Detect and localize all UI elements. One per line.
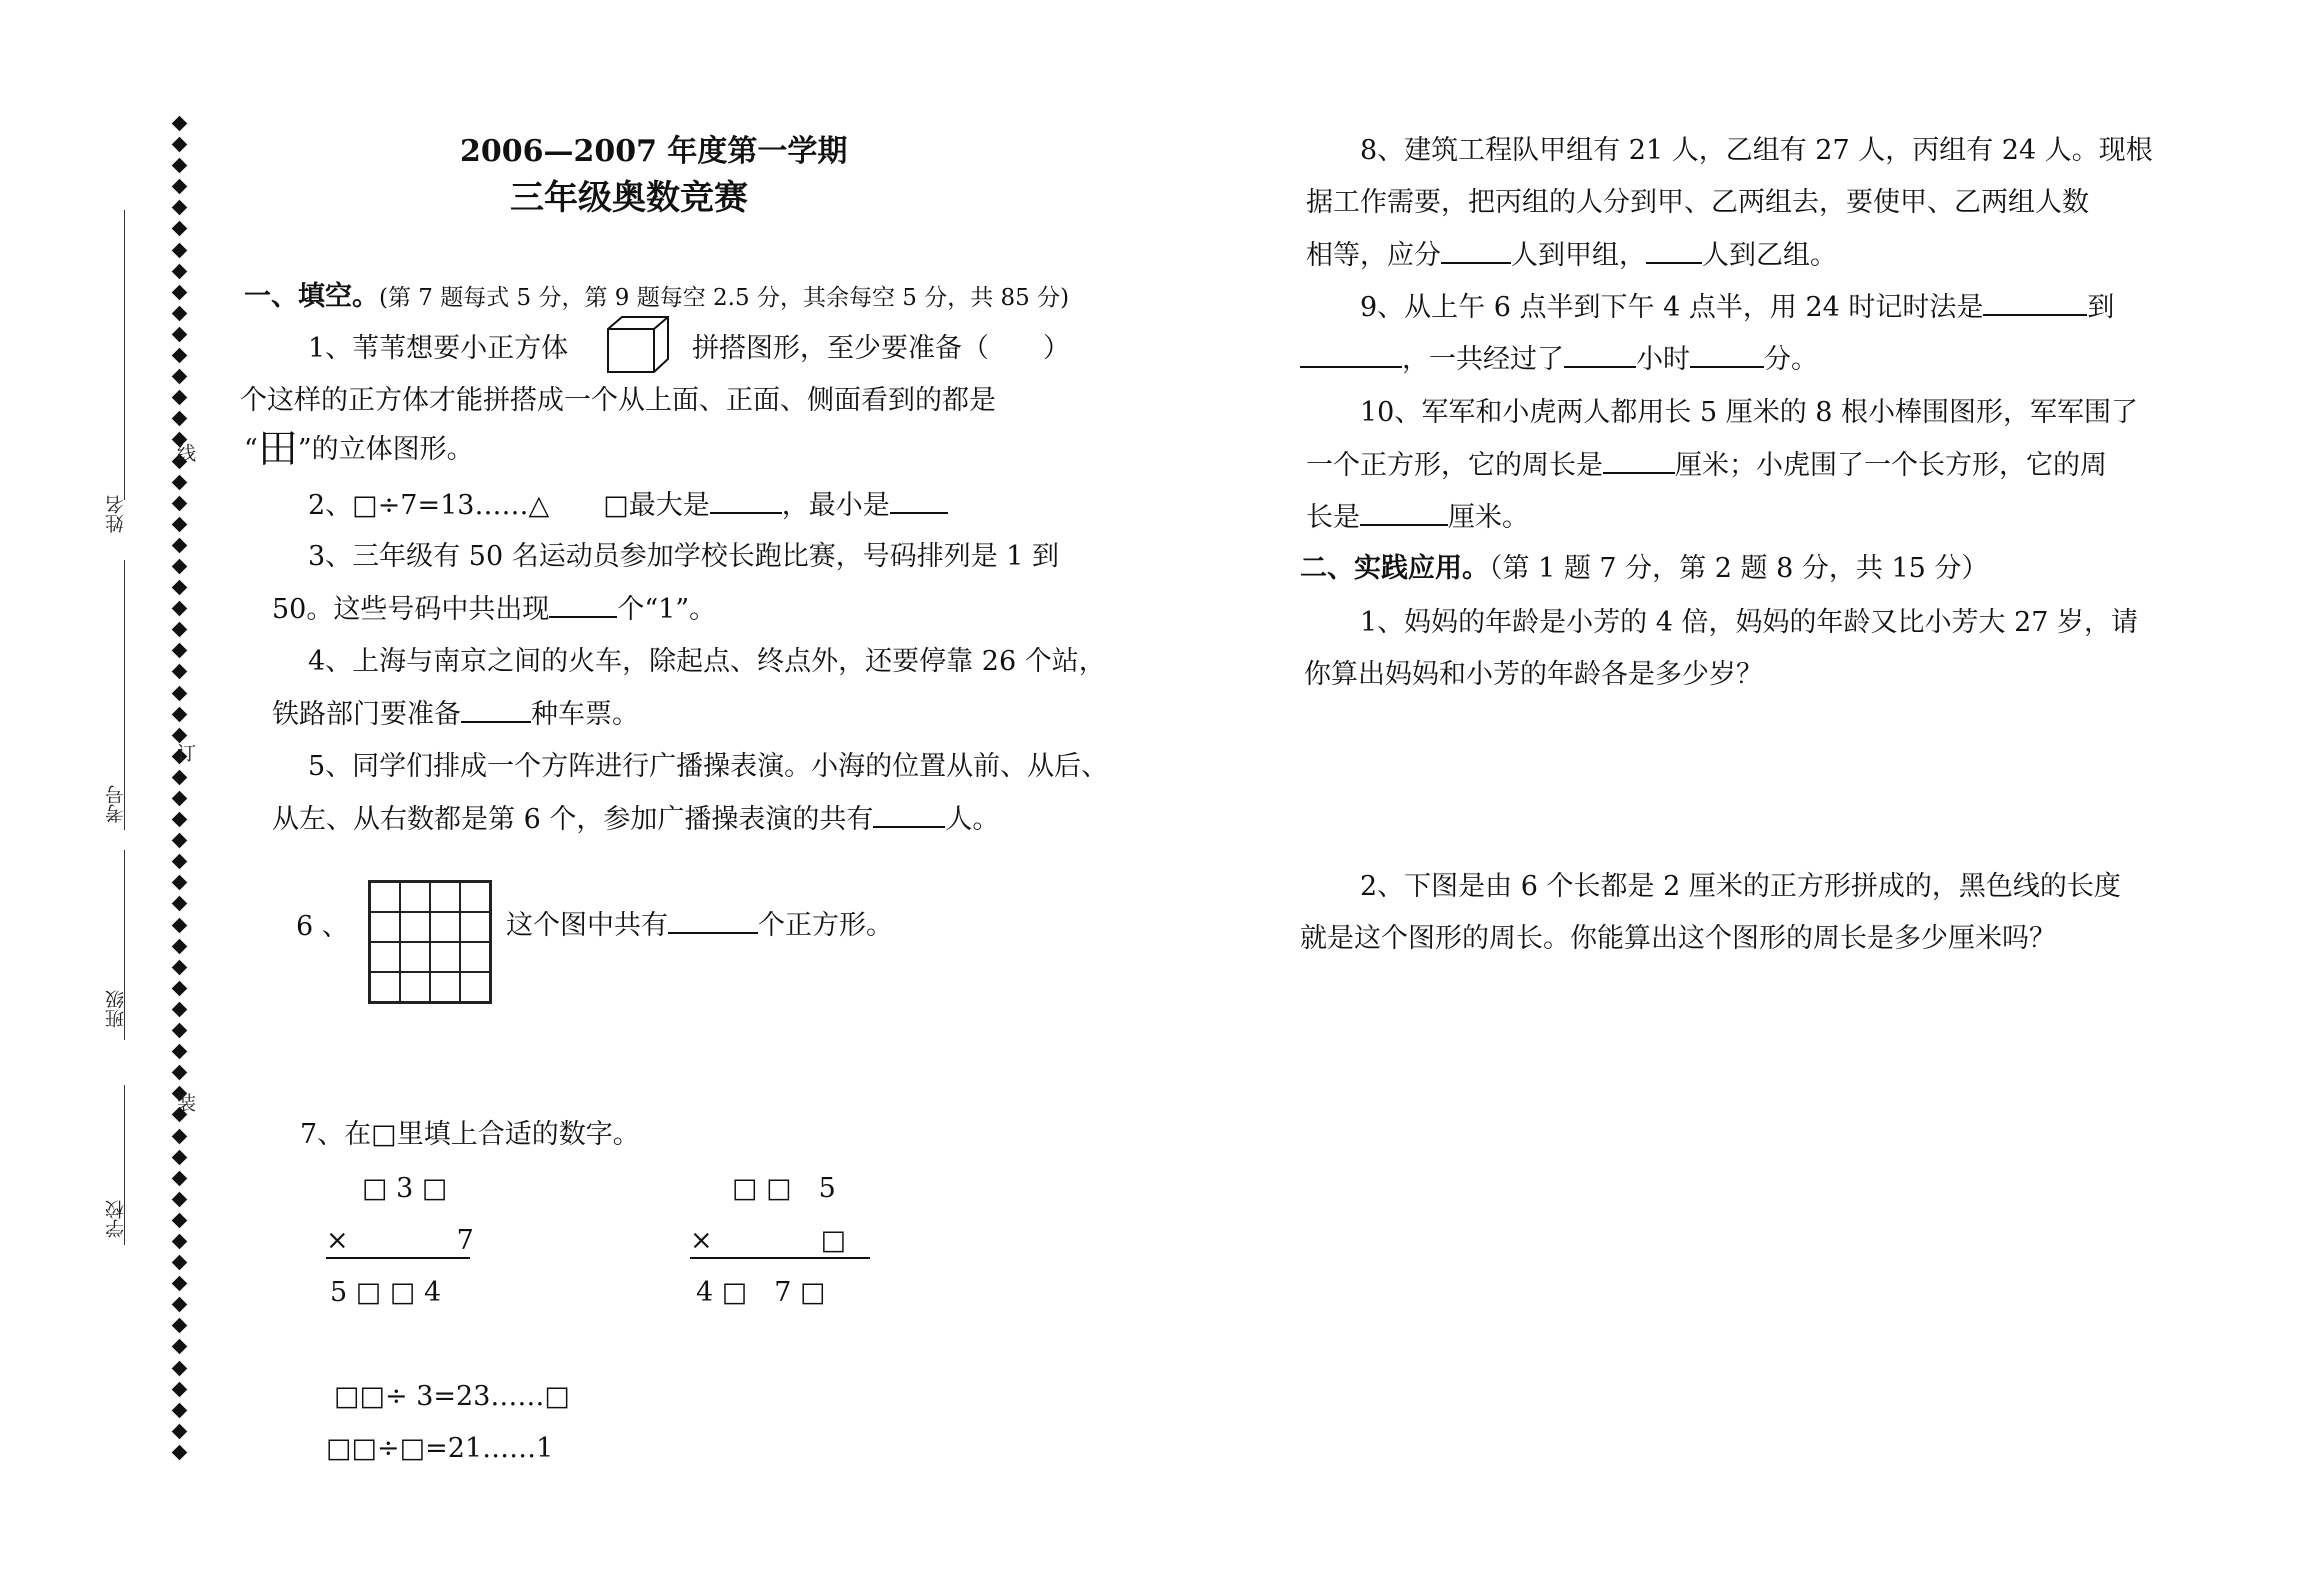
- page-title: 三年级奥数竞赛: [510, 178, 748, 218]
- diamond-mark: [171, 200, 187, 216]
- q2: [308, 488, 948, 523]
- school-label: 学校: [105, 1200, 127, 1238]
- q10-text-a: 一个正方形，它的周长是: [1306, 450, 1603, 481]
- q5-blank[interactable]: [873, 802, 945, 828]
- diamond-mark: [171, 854, 187, 870]
- diamond-mark: [171, 622, 187, 638]
- diamond-mark: [171, 875, 187, 891]
- p2-line2: 就是这个图形的周长。你能算出这个图形的周长是多少厘米吗？: [1300, 923, 2056, 954]
- q1-text-a: 1、苇苇想要小正方体: [308, 333, 569, 364]
- diamond-mark: [171, 1445, 187, 1461]
- section2-scoring: （第 1 题 7 分，第 2 题 8 分，共 15 分）: [1489, 553, 1989, 584]
- q10-blank-square[interactable]: [1603, 448, 1675, 474]
- exam-no-line: [124, 560, 125, 830]
- diamond-mark: [171, 580, 187, 596]
- q9-blank-start[interactable]: [1983, 290, 2087, 316]
- q5-line1: 5、同学们排成一个方阵进行广播操表演。小海的位置从前、从后、: [308, 751, 1109, 782]
- diamond-mark: [171, 263, 187, 279]
- diamond-mark: [171, 411, 187, 427]
- q8-text-b: 人到甲组，: [1511, 240, 1646, 271]
- q9-text-c: ，一共经过了: [1402, 344, 1564, 375]
- q8-line1: 8、建筑工程队甲组有 21 人，乙组有 27 人，丙组有 24 人。现根: [1360, 135, 2153, 166]
- q6-number: 6 、: [296, 911, 349, 942]
- q1-open-quote: “: [244, 434, 258, 465]
- name-label: 姓名: [105, 495, 127, 533]
- diamond-mark: [171, 242, 187, 258]
- diamond-mark: [171, 938, 187, 954]
- q9-text-b: 到: [2087, 292, 2115, 323]
- q8-blank-a[interactable]: [1441, 238, 1511, 264]
- q3-blank[interactable]: [549, 592, 617, 618]
- diamond-mark: [171, 1213, 187, 1229]
- diamond-mark: [171, 1424, 187, 1440]
- diamond-mark: [171, 137, 187, 153]
- q10-text-b: 厘米；小虎围了一个长方形，它的周: [1675, 450, 2107, 481]
- q7-text: 7、在□里填上合适的数字。: [300, 1119, 640, 1150]
- q8-blank-b[interactable]: [1646, 238, 1702, 264]
- diamond-mark: [171, 1255, 187, 1271]
- binding-line-char: 线: [174, 443, 196, 462]
- q1-line2: 个这样的正方体才能拼搭成一个从上面、正面、侧面看到的都是: [240, 385, 996, 416]
- section1-heading: 一、填空。: [244, 281, 379, 312]
- diamond-mark: [171, 158, 187, 174]
- q10-blank-rect[interactable]: [1360, 500, 1448, 526]
- q9-text-d: 小时: [1636, 344, 1690, 375]
- q1-close-quote: ”的立体图形。: [297, 434, 474, 465]
- diamond-mark: [171, 116, 187, 132]
- diamond-mark: [171, 1002, 187, 1018]
- binding-bind-char: 装: [174, 1093, 196, 1112]
- name-line: [124, 210, 125, 500]
- q3-line1: 3、三年级有 50 名运动员参加学校长跑比赛，号码排列是 1 到: [308, 541, 1060, 572]
- q2-text-a: 2、□÷7=13……△ □最大是: [308, 490, 710, 521]
- section2-header: [1300, 552, 1988, 586]
- q1-text-b: 拼搭图形，至少要准备（ ）: [692, 333, 1070, 364]
- diamond-mark: [171, 1234, 187, 1250]
- q9-text-a: 9、从上午 6 点半到下午 4 点半，用 24 时记时法是: [1360, 292, 1984, 323]
- diamond-mark: [171, 896, 187, 912]
- diamond-mark: [171, 1128, 187, 1144]
- q10-line3: [1306, 500, 1529, 535]
- diamond-mark: [171, 685, 187, 701]
- diamond-mark: [171, 390, 187, 406]
- diamond-mark: [171, 812, 187, 828]
- q6-text-b: 个正方形。: [758, 910, 893, 941]
- diamond-mark: [171, 833, 187, 849]
- q5-text-b: 人。: [945, 804, 1000, 835]
- diamond-mark: [171, 959, 187, 975]
- exam-no-label: 考号: [105, 785, 127, 823]
- binding-diamond-border: [168, 118, 190, 1458]
- q10-text-d: 厘米。: [1448, 502, 1529, 533]
- q4-text-a: 铁路部门要准备: [272, 699, 461, 730]
- q9-text-e: 分。: [1764, 344, 1818, 375]
- binding-staple-char: 订: [174, 743, 196, 762]
- mult1-result: 5 □ □ 4: [330, 1277, 442, 1308]
- mult2-rule: [690, 1257, 870, 1259]
- diamond-mark: [171, 1023, 187, 1039]
- mult2-top: □ □ 5: [732, 1173, 836, 1204]
- q8-line3: [1306, 238, 1837, 273]
- q8-line2: 据工作需要，把丙组的人分到甲、乙两组去，要使甲、乙两组人数: [1306, 187, 2089, 218]
- q2-text-b: ，最小是: [781, 490, 890, 521]
- p2-line1: 2、下图是由 6 个长都是 2 厘米的正方形拼成的，黑色线的长度: [1360, 871, 2121, 902]
- q4-line2: [272, 697, 639, 732]
- square-grid-figure: [368, 880, 492, 1004]
- diamond-mark: [171, 348, 187, 364]
- diamond-mark: [171, 327, 187, 343]
- q9-blank-hours[interactable]: [1564, 342, 1636, 368]
- diamond-mark: [171, 1044, 187, 1060]
- q4-line1: 4、上海与南京之间的火车，除起点、终点外，还要停靠 26 个站，: [308, 646, 1106, 677]
- diamond-mark: [171, 1402, 187, 1418]
- diamond-mark: [171, 1170, 187, 1186]
- division-2: □□÷□=21……1: [326, 1433, 554, 1464]
- school-line: [124, 1085, 125, 1245]
- q6-text: [506, 908, 893, 943]
- mult1-multiplier: × 7: [326, 1225, 474, 1256]
- q6-text-a: 这个图中共有: [506, 910, 668, 941]
- diamond-mark: [171, 1381, 187, 1397]
- diamond-mark: [171, 179, 187, 195]
- mult2-result: 4 □ 7 □: [696, 1277, 826, 1308]
- q3-text-a: 50。这些号码中共出现: [272, 594, 550, 625]
- q6-blank[interactable]: [668, 908, 758, 934]
- diamond-mark: [171, 664, 187, 680]
- class-label: 班级: [105, 990, 127, 1028]
- diamond-mark: [171, 1360, 187, 1376]
- diamond-mark: [171, 1339, 187, 1355]
- q3-text-b: 个“1”。: [617, 594, 717, 625]
- diamond-mark: [171, 1065, 187, 1081]
- diamond-mark: [171, 917, 187, 933]
- q4-blank[interactable]: [461, 697, 531, 723]
- diamond-mark: [171, 559, 187, 575]
- diamond-mark: [171, 727, 187, 743]
- q9-line2: [1300, 342, 1818, 377]
- diamond-mark: [171, 643, 187, 659]
- diamond-mark: [171, 706, 187, 722]
- diamond-mark: [171, 1149, 187, 1165]
- q1-line3: [244, 426, 474, 472]
- section1-header: [244, 280, 1069, 315]
- q3-line2: [272, 592, 716, 627]
- q9-blank-end[interactable]: [1300, 342, 1402, 368]
- diamond-mark: [171, 1297, 187, 1313]
- diamond-mark: [171, 221, 187, 237]
- p1-line1: 1、妈妈的年龄是小芳的 4 倍，妈妈的年龄又比小芳大 27 岁，请: [1360, 607, 2139, 638]
- mult2-multiplier: × □: [690, 1225, 847, 1256]
- q9-line1: [1360, 290, 2114, 325]
- q4-text-b: 种车票。: [531, 699, 639, 730]
- diamond-mark: [171, 791, 187, 807]
- diamond-mark: [171, 601, 187, 617]
- q2-blank-max[interactable]: [710, 488, 782, 514]
- mult1-rule: [326, 1257, 470, 1259]
- diamond-mark: [171, 981, 187, 997]
- q10-line1: 10、军军和小虎两人都用长 5 厘米的 8 根小棒围图形，军军围了: [1360, 397, 2139, 428]
- diamond-mark: [171, 1192, 187, 1208]
- q10-line2: [1306, 448, 2107, 483]
- diamond-mark: [171, 538, 187, 554]
- p1-line2: 你算出妈妈和小芳的年龄各是多少岁？: [1304, 659, 1763, 690]
- q8-text-a: 相等，应分: [1306, 240, 1441, 271]
- q9-blank-minutes[interactable]: [1690, 342, 1764, 368]
- year-line: 2006—2007 年度第一学期: [460, 134, 848, 169]
- section1-scoring: (第 7 题每式 5 分，第 9 题每空 2.5 分，其余每空 5 分，共 85 分): [379, 285, 1070, 311]
- diamond-mark: [171, 517, 187, 533]
- diamond-mark: [171, 369, 187, 385]
- division-1: □□÷ 3=23……□: [334, 1381, 570, 1412]
- q5-text-a: 从左、从右数都是第 6 个，参加广播操表演的共有: [272, 804, 874, 835]
- diamond-mark: [171, 770, 187, 786]
- diamond-mark: [171, 474, 187, 490]
- diamond-mark: [171, 1318, 187, 1334]
- diamond-mark: [171, 284, 187, 300]
- section2-heading: 二、实践应用。: [1300, 553, 1489, 584]
- diamond-mark: [171, 495, 187, 511]
- diamond-mark: [171, 306, 187, 322]
- q2-blank-min[interactable]: [890, 488, 948, 514]
- diamond-mark: [171, 1276, 187, 1292]
- cube-icon: [605, 314, 671, 376]
- mult1-top: □ 3 □: [362, 1173, 448, 1204]
- q8-text-c: 人到乙组。: [1702, 240, 1837, 271]
- q5-line2: [272, 802, 999, 837]
- class-line: [124, 850, 125, 1040]
- q10-text-c: 长是: [1306, 502, 1360, 533]
- tian-glyph: 田: [257, 426, 298, 472]
